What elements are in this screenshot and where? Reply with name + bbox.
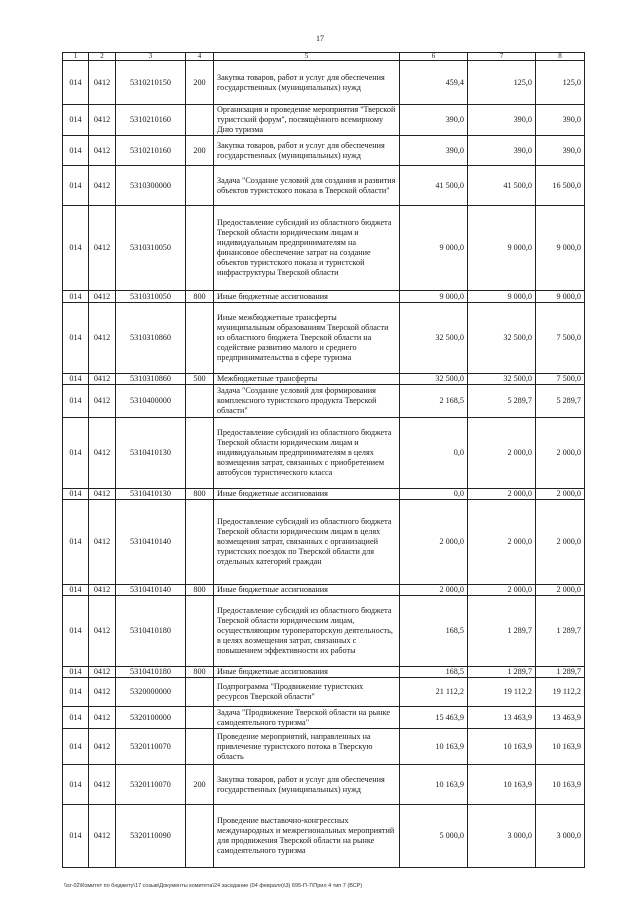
table-row xyxy=(63,166,585,206)
amount-year1-cell: 0,0 xyxy=(400,418,468,489)
amount-year2-cell: 9 000,0 xyxy=(468,291,536,303)
ministry-code-cell: 014 xyxy=(63,206,89,291)
item-name-cell: Подпрограмма "Продвижение туристских ресурсов Тверской области" xyxy=(214,678,400,707)
section-code-cell: 0412 xyxy=(89,729,116,765)
amount-year3-cell: 9 000,0 xyxy=(536,291,585,303)
amount-year2-cell: 32 500,0 xyxy=(468,303,536,374)
budget-table xyxy=(62,52,585,868)
amount-year3-cell: 2 000,0 xyxy=(536,418,585,489)
expense-type-cell xyxy=(186,385,214,418)
amount-year2-cell: 390,0 xyxy=(468,105,536,136)
amount-year2-cell: 5 289,7 xyxy=(468,385,536,418)
section-code-cell: 0412 xyxy=(89,765,116,805)
target-article-cell: 5310310860 xyxy=(116,303,186,374)
target-article-cell: 5310210160 xyxy=(116,105,186,136)
expense-type-cell xyxy=(186,729,214,765)
ministry-code-cell: 014 xyxy=(63,729,89,765)
item-name-cell: Межбюджетные трансферты xyxy=(214,374,400,385)
amount-year2-cell: 2 000,0 xyxy=(468,585,536,596)
table-row xyxy=(63,374,585,385)
amount-year2-cell: 10 163,9 xyxy=(468,729,536,765)
amount-year1-cell: 0,0 xyxy=(400,489,468,500)
ministry-code-cell: 014 xyxy=(63,678,89,707)
table-row xyxy=(63,500,585,585)
amount-year3-cell: 16 500,0 xyxy=(536,166,585,206)
item-name-cell: Предоставление субсидий из областного бюджета Тверской области юридическим лицам и индивидуальным предпринимателям на финансовое обеспечение затрат на создание объектов туристского показа и туристской инфраструктуры Тверской области xyxy=(214,206,400,291)
ministry-code-cell: 014 xyxy=(63,418,89,489)
amount-year1-cell: 2 000,0 xyxy=(400,500,468,585)
amount-year2-cell: 125,0 xyxy=(468,61,536,105)
item-name-cell: Иные бюджетные ассигнования xyxy=(214,667,400,678)
amount-year1-cell: 390,0 xyxy=(400,105,468,136)
amount-year1-cell: 9 000,0 xyxy=(400,206,468,291)
table-row xyxy=(63,585,585,596)
ministry-code-cell: 014 xyxy=(63,596,89,667)
table-row xyxy=(63,667,585,678)
column-number: 8 xyxy=(536,53,585,61)
amount-year3-cell: 10 163,9 xyxy=(536,729,585,765)
section-code-cell: 0412 xyxy=(89,805,116,868)
section-code-cell: 0412 xyxy=(89,418,116,489)
ministry-code-cell: 014 xyxy=(63,500,89,585)
table-row xyxy=(63,765,585,805)
item-name-cell: Проведение выставочно-конгрессных международных и межрегиональных мероприятий для продвижения Тверской области на рынке самодеятельного туризма xyxy=(214,805,400,868)
table-row xyxy=(63,418,585,489)
amount-year3-cell: 2 000,0 xyxy=(536,489,585,500)
amount-year1-cell: 32 500,0 xyxy=(400,374,468,385)
table-row xyxy=(63,291,585,303)
target-article-cell: 5310310860 xyxy=(116,374,186,385)
amount-year3-cell: 390,0 xyxy=(536,105,585,136)
expense-type-cell xyxy=(186,105,214,136)
item-name-cell: Закупка товаров, работ и услуг для обеспечения государственных (муниципальных) нужд xyxy=(214,61,400,105)
expense-type-cell xyxy=(186,678,214,707)
amount-year3-cell: 19 112,2 xyxy=(536,678,585,707)
table-body xyxy=(63,53,585,868)
amount-year3-cell: 10 163,9 xyxy=(536,765,585,805)
ministry-code-cell: 014 xyxy=(63,136,89,166)
table-row xyxy=(63,206,585,291)
expense-type-cell: 200 xyxy=(186,136,214,166)
amount-year3-cell: 13 463,9 xyxy=(536,707,585,729)
target-article-cell: 5320000000 xyxy=(116,678,186,707)
amount-year2-cell: 1 289,7 xyxy=(468,667,536,678)
section-code-cell: 0412 xyxy=(89,585,116,596)
table-row xyxy=(63,707,585,729)
target-article-cell: 5310210150 xyxy=(116,61,186,105)
item-name-cell: Иные межбюджетные трансферты муниципальным образованиям Тверской области из областного бюджета Тверской области на содействие развитию малого и среднего предпринимательства в сфере туризма xyxy=(214,303,400,374)
section-code-cell: 0412 xyxy=(89,136,116,166)
target-article-cell: 5310210160 xyxy=(116,136,186,166)
expense-type-cell xyxy=(186,303,214,374)
amount-year2-cell: 1 289,7 xyxy=(468,596,536,667)
amount-year2-cell: 41 500,0 xyxy=(468,166,536,206)
table-row xyxy=(63,596,585,667)
amount-year3-cell: 1 289,7 xyxy=(536,667,585,678)
table-row xyxy=(63,729,585,765)
amount-year3-cell: 2 000,0 xyxy=(536,500,585,585)
amount-year3-cell: 2 000,0 xyxy=(536,585,585,596)
expense-type-cell xyxy=(186,206,214,291)
amount-year3-cell: 7 500,0 xyxy=(536,303,585,374)
expense-type-cell: 200 xyxy=(186,61,214,105)
target-article-cell: 5310300000 xyxy=(116,166,186,206)
expense-type-cell xyxy=(186,596,214,667)
section-code-cell: 0412 xyxy=(89,61,116,105)
amount-year2-cell: 19 112,2 xyxy=(468,678,536,707)
item-name-cell: Проведение мероприятий, направленных на привлечение туристского потока в Тверскую область xyxy=(214,729,400,765)
section-code-cell: 0412 xyxy=(89,206,116,291)
ministry-code-cell: 014 xyxy=(63,303,89,374)
amount-year2-cell: 9 000,0 xyxy=(468,206,536,291)
ministry-code-cell: 014 xyxy=(63,585,89,596)
section-code-cell: 0412 xyxy=(89,707,116,729)
amount-year1-cell: 21 112,2 xyxy=(400,678,468,707)
target-article-cell: 5310400000 xyxy=(116,385,186,418)
item-name-cell: Предоставление субсидий из областного бюджета Тверской области юридическим лицам и индивидуальным предпринимателям в целях возмещения затрат, связанных с приобретением автобусов туристического класса xyxy=(214,418,400,489)
amount-year1-cell: 5 000,0 xyxy=(400,805,468,868)
item-name-cell: Иные бюджетные ассигнования xyxy=(214,291,400,303)
section-code-cell: 0412 xyxy=(89,166,116,206)
section-code-cell: 0412 xyxy=(89,500,116,585)
item-name-cell: Предоставление субсидий из областного бюджета Тверской области юридическим лицам, осуществляющим туроператорскую деятельность, в целях возмещения затрат, связанных с повышением эффективности их работы xyxy=(214,596,400,667)
column-number: 1 xyxy=(63,53,89,61)
table-row xyxy=(63,61,585,105)
amount-year1-cell: 15 463,9 xyxy=(400,707,468,729)
table-row xyxy=(63,805,585,868)
column-number: 7 xyxy=(468,53,536,61)
amount-year1-cell: 168,5 xyxy=(400,596,468,667)
section-code-cell: 0412 xyxy=(89,105,116,136)
table-row xyxy=(63,136,585,166)
amount-year3-cell: 390,0 xyxy=(536,136,585,166)
column-number: 2 xyxy=(89,53,116,61)
section-code-cell: 0412 xyxy=(89,489,116,500)
amount-year3-cell: 125,0 xyxy=(536,61,585,105)
column-number: 3 xyxy=(116,53,186,61)
amount-year2-cell: 2 000,0 xyxy=(468,489,536,500)
amount-year1-cell: 459,4 xyxy=(400,61,468,105)
page-number: 17 xyxy=(316,34,324,43)
expense-type-cell xyxy=(186,500,214,585)
amount-year3-cell: 5 289,7 xyxy=(536,385,585,418)
amount-year1-cell: 2 000,0 xyxy=(400,585,468,596)
ministry-code-cell: 014 xyxy=(63,61,89,105)
column-number-row xyxy=(63,53,585,61)
ministry-code-cell: 014 xyxy=(63,489,89,500)
expense-type-cell xyxy=(186,805,214,868)
amount-year3-cell: 7 500,0 xyxy=(536,374,585,385)
item-name-cell: Предоставление субсидий из областного бюджета Тверской области юридическим лицам в целях возмещения затрат, связанных с организацией туристских поездок по Тверской области для отдельных категорий граждан xyxy=(214,500,400,585)
section-code-cell: 0412 xyxy=(89,678,116,707)
ministry-code-cell: 014 xyxy=(63,385,89,418)
amount-year2-cell: 32 500,0 xyxy=(468,374,536,385)
amount-year1-cell: 2 168,5 xyxy=(400,385,468,418)
ministry-code-cell: 014 xyxy=(63,707,89,729)
item-name-cell: Задача "Создание условий для формирования комплексного туристского продукта Тверской области" xyxy=(214,385,400,418)
item-name-cell: Иные бюджетные ассигнования xyxy=(214,489,400,500)
column-number: 4 xyxy=(186,53,214,61)
target-article-cell: 5310410180 xyxy=(116,667,186,678)
target-article-cell: 5310310050 xyxy=(116,291,186,303)
amount-year3-cell: 1 289,7 xyxy=(536,596,585,667)
ministry-code-cell: 014 xyxy=(63,291,89,303)
ministry-code-cell: 014 xyxy=(63,667,89,678)
ministry-code-cell: 014 xyxy=(63,374,89,385)
amount-year2-cell: 10 163,9 xyxy=(468,765,536,805)
amount-year1-cell: 9 000,0 xyxy=(400,291,468,303)
item-name-cell: Задача "Создание условий для создания и развития объектов туристского показа в Тверской области" xyxy=(214,166,400,206)
amount-year1-cell: 390,0 xyxy=(400,136,468,166)
ministry-code-cell: 014 xyxy=(63,105,89,136)
target-article-cell: 5320110070 xyxy=(116,729,186,765)
expense-type-cell: 500 xyxy=(186,374,214,385)
target-article-cell: 5310410130 xyxy=(116,418,186,489)
ministry-code-cell: 014 xyxy=(63,805,89,868)
table-row xyxy=(63,105,585,136)
expense-type-cell: 800 xyxy=(186,291,214,303)
table-row xyxy=(63,385,585,418)
target-article-cell: 5310410130 xyxy=(116,489,186,500)
expense-type-cell: 800 xyxy=(186,489,214,500)
amount-year1-cell: 41 500,0 xyxy=(400,166,468,206)
section-code-cell: 0412 xyxy=(89,667,116,678)
amount-year2-cell: 390,0 xyxy=(468,136,536,166)
column-number: 5 xyxy=(214,53,400,61)
table-row xyxy=(63,678,585,707)
target-article-cell: 5310410140 xyxy=(116,500,186,585)
amount-year3-cell: 3 000,0 xyxy=(536,805,585,868)
amount-year1-cell: 168,5 xyxy=(400,667,468,678)
section-code-cell: 0412 xyxy=(89,385,116,418)
target-article-cell: 5310310050 xyxy=(116,206,186,291)
item-name-cell: Иные бюджетные ассигнования xyxy=(214,585,400,596)
expense-type-cell xyxy=(186,418,214,489)
target-article-cell: 5320100000 xyxy=(116,707,186,729)
section-code-cell: 0412 xyxy=(89,596,116,667)
amount-year2-cell: 2 000,0 xyxy=(468,418,536,489)
item-name-cell: Организация и проведение мероприятия "Тверской туристский форум", посвящённого всемирному Дню туризма xyxy=(214,105,400,136)
item-name-cell: Закупка товаров, работ и услуг для обеспечения государственных (муниципальных) нужд xyxy=(214,136,400,166)
amount-year2-cell: 2 000,0 xyxy=(468,500,536,585)
section-code-cell: 0412 xyxy=(89,374,116,385)
column-number: 6 xyxy=(400,53,468,61)
item-name-cell: Задача "Продвижение Тверской области на рынке самодеятельного туризма" xyxy=(214,707,400,729)
ministry-code-cell: 014 xyxy=(63,765,89,805)
file-path-footer: \\sr-02\Комитет по бюджету\17 созыв\Документы комитета\24 заседание (04 февраля)\3) 695-П-7\Прил 4 тип 7 (ВСР) xyxy=(64,883,363,889)
amount-year3-cell: 9 000,0 xyxy=(536,206,585,291)
target-article-cell: 5310410140 xyxy=(116,585,186,596)
section-code-cell: 0412 xyxy=(89,291,116,303)
expense-type-cell: 800 xyxy=(186,667,214,678)
section-code-cell: 0412 xyxy=(89,303,116,374)
target-article-cell: 5310410180 xyxy=(116,596,186,667)
amount-year1-cell: 10 163,9 xyxy=(400,729,468,765)
table-row xyxy=(63,489,585,500)
item-name-cell: Закупка товаров, работ и услуг для обеспечения государственных (муниципальных) нужд xyxy=(214,765,400,805)
amount-year1-cell: 10 163,9 xyxy=(400,765,468,805)
expense-type-cell: 800 xyxy=(186,585,214,596)
amount-year1-cell: 32 500,0 xyxy=(400,303,468,374)
expense-type-cell: 200 xyxy=(186,765,214,805)
expense-type-cell xyxy=(186,166,214,206)
expense-type-cell xyxy=(186,707,214,729)
target-article-cell: 5320110090 xyxy=(116,805,186,868)
amount-year2-cell: 3 000,0 xyxy=(468,805,536,868)
target-article-cell: 5320110070 xyxy=(116,765,186,805)
amount-year2-cell: 13 463,9 xyxy=(468,707,536,729)
table-row xyxy=(63,303,585,374)
ministry-code-cell: 014 xyxy=(63,166,89,206)
